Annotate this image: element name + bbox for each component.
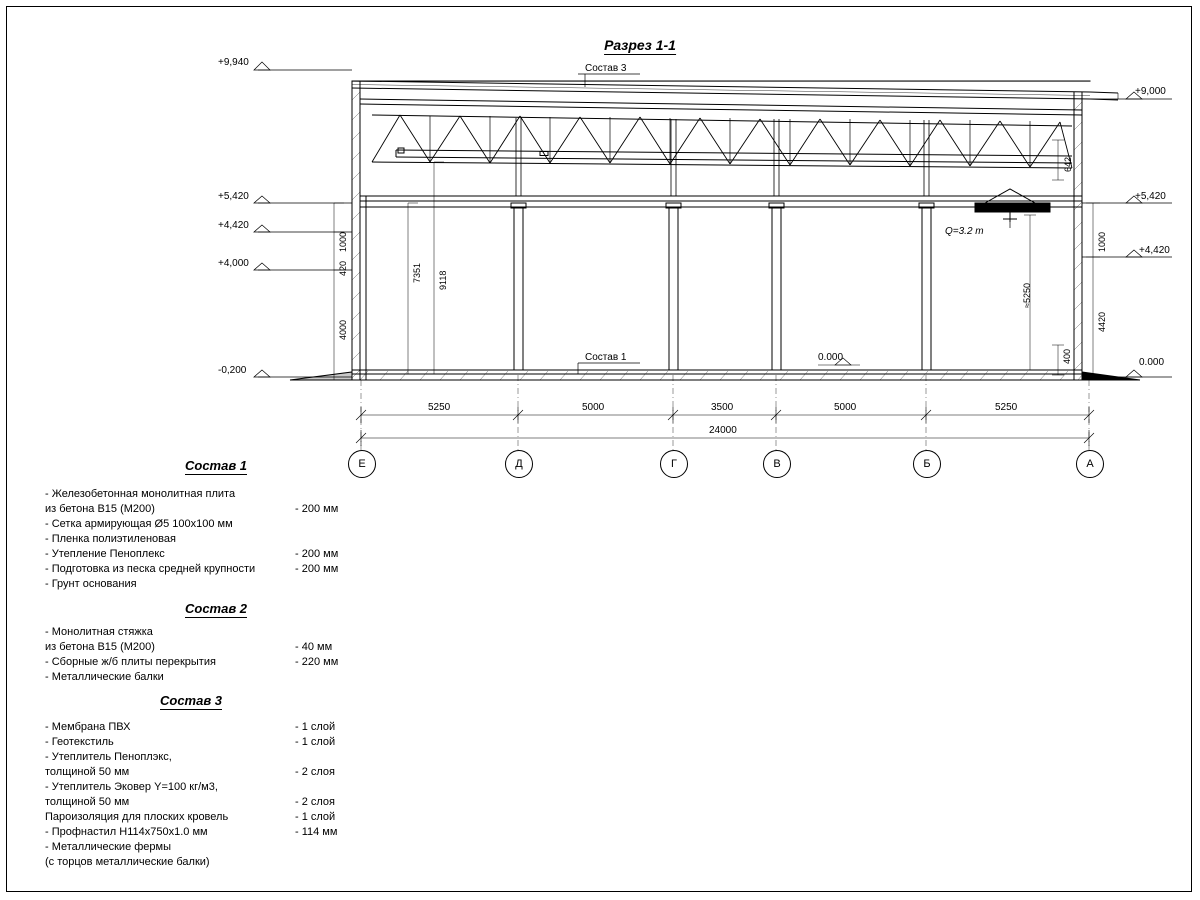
spec-row xyxy=(45,502,375,517)
axis-bubble-v[interactable]: В xyxy=(763,450,791,478)
vdim-4000-left: 4000 xyxy=(338,319,348,340)
axis-bubble-e[interactable]: Е xyxy=(348,450,376,478)
spec-text: - Металлические фермы xyxy=(45,841,172,853)
spec-row xyxy=(45,625,375,640)
spec-row xyxy=(45,487,375,502)
spec-row xyxy=(45,655,375,670)
elevation-right-4: 0.000 xyxy=(1139,357,1165,368)
spec-value xyxy=(295,532,375,547)
elevation-right-3: +4,420 xyxy=(1139,245,1170,256)
span-dim-1: 5250 xyxy=(428,402,451,413)
spec-row xyxy=(45,840,375,855)
spec-value xyxy=(295,517,375,532)
spec-text: - Утеплитель Эковер Y=100 кг/м3, xyxy=(45,781,218,793)
spec-value: - 2 слоя xyxy=(295,766,336,778)
callout-sostav-1: Состав 1 xyxy=(585,352,627,363)
spec-value: - 2 слоя xyxy=(295,796,336,808)
spec-row xyxy=(45,577,375,592)
spec-value xyxy=(295,670,375,685)
spec-row xyxy=(45,720,375,735)
elevation-left-1: +9,940 xyxy=(218,57,249,68)
spec-value: - 200 мм xyxy=(295,548,339,560)
spec-text: из бетона В15 (М200) xyxy=(45,641,155,653)
vdim-4420-right: 4420 xyxy=(1097,311,1107,332)
elevation-left-2: +5,420 xyxy=(218,191,249,202)
spec-list-sostav-3 xyxy=(45,720,375,870)
spec-text: - Пленка полиэтиленовая xyxy=(45,533,176,545)
spec-list-sostav-1 xyxy=(45,487,375,592)
spec-row xyxy=(45,810,375,825)
vdim-9118: 9118 xyxy=(438,270,448,290)
vdim-7351: 7351 xyxy=(412,262,422,283)
spec-text: - Сборные ж/б плиты перекрытия xyxy=(45,656,216,668)
spec-text: из бетона В15 (М200) xyxy=(45,503,155,515)
spec-row xyxy=(45,795,375,810)
spec-row xyxy=(45,765,375,780)
spec-text: - Грунт основания xyxy=(45,578,137,590)
spec-row xyxy=(45,750,375,765)
span-dim-2: 5000 xyxy=(582,402,605,413)
elevation-right-1: +9,000 xyxy=(1135,86,1166,97)
spec-row xyxy=(45,735,375,750)
vdim-5250-right: ≈5250 xyxy=(1022,283,1032,308)
spec-value xyxy=(295,780,375,795)
axis-bubble-b[interactable]: Б xyxy=(913,450,941,478)
spec-row xyxy=(45,855,375,870)
elevation-left-3: +4,420 xyxy=(218,220,249,231)
vdim-420-left: 420 xyxy=(338,260,348,276)
elevation-left-5: -0,200 xyxy=(218,365,247,376)
spec-text: - Сетка армирующая Ø5 100х100 мм xyxy=(45,518,233,530)
spec-text: - Мембрана ПВХ xyxy=(45,721,131,733)
spec-value: - 1 слой xyxy=(295,811,336,823)
vdim-400-right: 400 xyxy=(1062,348,1072,364)
spec-text: - Утеплитель Пеноплэкс, xyxy=(45,751,172,763)
spec-value: - 200 мм xyxy=(295,503,339,515)
vdim-1000-right: 1000 xyxy=(1097,231,1107,252)
spec-row xyxy=(45,825,375,840)
spec-row xyxy=(45,562,375,577)
spec-text: - Железобетонная монолитная плита xyxy=(45,488,236,500)
spec-text: - Профнастил Н114х750х1.0 мм xyxy=(45,826,208,838)
spec-value: - 200 мм xyxy=(295,563,339,575)
vdim-642: 642 xyxy=(1063,156,1073,172)
vdim-1000-left: 1000 xyxy=(338,231,348,252)
callout-crane-load: Q=3.2 m xyxy=(945,226,984,237)
axis-bubble-g[interactable]: Г xyxy=(660,450,688,478)
spec-value: - 1 слой xyxy=(295,736,336,748)
spec-text: толщиной 50 мм xyxy=(45,796,130,808)
spec-row xyxy=(45,780,375,795)
spec-value: - 220 мм xyxy=(295,656,339,668)
spec-value: - 114 мм xyxy=(295,826,338,838)
spec-value xyxy=(295,577,375,592)
spec-value: - 1 слой xyxy=(295,721,336,733)
elevation-interior-floor: 0.000 xyxy=(818,352,844,363)
spec-text: - Подготовка из песка средней крупности xyxy=(45,563,256,575)
axis-bubble-a[interactable]: А xyxy=(1076,450,1104,478)
drawing-title: Разрез 1-1 xyxy=(604,37,676,53)
spec-list-sostav-2 xyxy=(45,625,375,685)
spec-text: - Металлические балки xyxy=(45,671,164,683)
spec-value xyxy=(295,855,375,870)
spec-value xyxy=(295,625,375,640)
spec-value xyxy=(295,487,375,502)
spec-row xyxy=(45,517,375,532)
spec-row xyxy=(45,640,375,655)
span-dim-5: 5250 xyxy=(995,402,1018,413)
spec-row xyxy=(45,532,375,547)
spec-title-sostav-2: Состав 2 xyxy=(185,601,248,616)
span-dim-3: 3500 xyxy=(711,402,734,413)
span-dim-4: 5000 xyxy=(834,402,857,413)
spec-text: - Геотекстиль xyxy=(45,736,114,748)
total-dim: 24000 xyxy=(709,425,737,436)
spec-text: - Монолитная стяжка xyxy=(45,626,153,638)
axis-bubble-d[interactable]: Д xyxy=(505,450,533,478)
spec-row xyxy=(45,670,375,685)
elevation-right-2: +5,420 xyxy=(1135,191,1166,202)
spec-text: толщиной 50 мм xyxy=(45,766,130,778)
spec-text: (с торцов металлические балки) xyxy=(45,856,210,868)
spec-value: - 40 мм xyxy=(295,641,333,653)
spec-title-sostav-1: Состав 1 xyxy=(185,458,248,473)
elevation-left-4: +4,000 xyxy=(218,258,249,269)
spec-text: Пароизоляция для плоских кровель xyxy=(45,811,229,823)
spec-text: - Утепление Пеноплекс xyxy=(45,548,165,560)
spec-title-sostav-3: Состав 3 xyxy=(160,693,223,708)
spec-row xyxy=(45,547,375,562)
spec-value xyxy=(295,840,375,855)
spec-value xyxy=(295,750,375,765)
callout-sostav-3: Состав 3 xyxy=(585,63,627,74)
